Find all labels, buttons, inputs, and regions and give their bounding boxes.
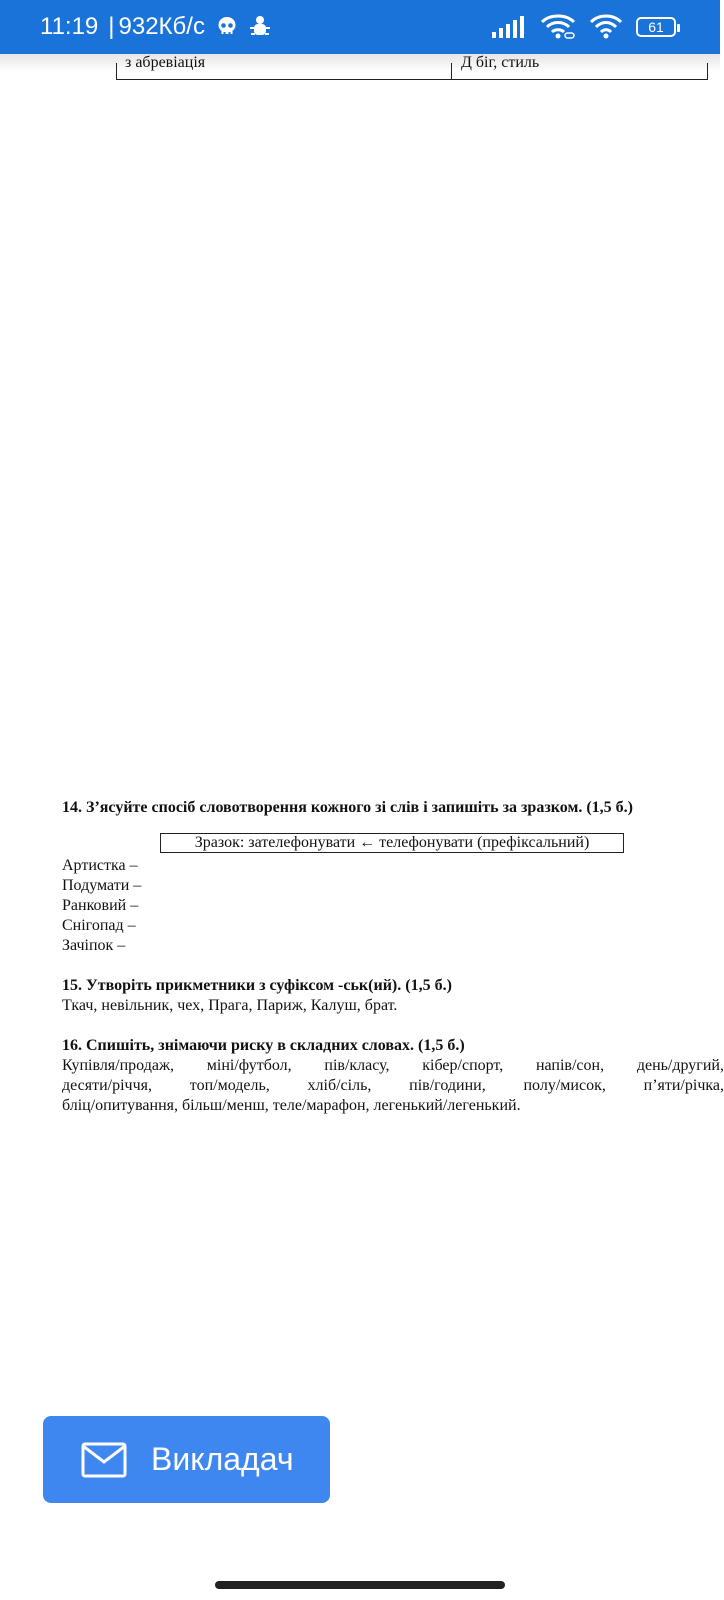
skull-icon [215,15,239,39]
question-16-line: Купівля/продаж, міні/футбол, пів/класу, кібер/спорт, напів/сон, день/другий, [62,1057,724,1074]
teacher-button-label: Викладач [151,1441,294,1477]
status-left [40,0,271,54]
status-right [492,0,676,54]
question-16-line: десяти/річчя, топ/модель, хліб/сіль, пів/години, полу/мисок, п’яти/річка, [62,1077,724,1094]
wifi-link-icon [540,14,576,40]
question-15-title: 15. Утворіть прикметники з суфіксом -ськ(ий). (1,5 б.) [62,977,452,994]
sample-box: Зразок: зателефонувати ← телефонувати (префіксальний) [160,833,624,853]
network-speed: 932Кб/с [118,13,205,40]
table-cell-left: з абревіація [125,54,206,71]
question-16-line: бліц/опитування, більш/менш, теле/марафон, легенький/легенький. [62,1097,521,1114]
word-item: Зачіпок – [62,937,126,954]
status-bar [0,0,720,54]
table-divider [451,63,452,80]
teacher-button[interactable] [43,1416,330,1503]
table-cell-right: Д біг, стиль [461,54,540,71]
home-indicator[interactable] [215,1581,505,1589]
word-item: Артистка – [62,857,138,874]
battery-level: 61 [648,19,664,35]
word-item: Снігопад – [62,917,136,934]
status-separator: | [108,13,115,40]
table-fragment [116,54,708,80]
battery-icon [636,17,676,37]
signal-icon [492,16,526,38]
mail-icon [81,1442,127,1478]
question-16-title: 16. Спишіть, знімаючи риску в складних словах. (1,5 б.) [62,1037,465,1054]
word-item: Ранковий – [62,897,139,914]
question-15-text: Ткач, невільник, чех, Прага, Париж, Калуш, брат. [62,997,398,1014]
wifi-icon [590,14,622,40]
word-item: Подумати – [62,877,142,894]
bug-icon [249,15,271,39]
status-time: 11:19 [40,13,99,40]
question-14-title: 14. З’ясуйте спосіб словотворення кожного зі слів і запишіть за зразком. (1,5 б.) [62,799,634,816]
